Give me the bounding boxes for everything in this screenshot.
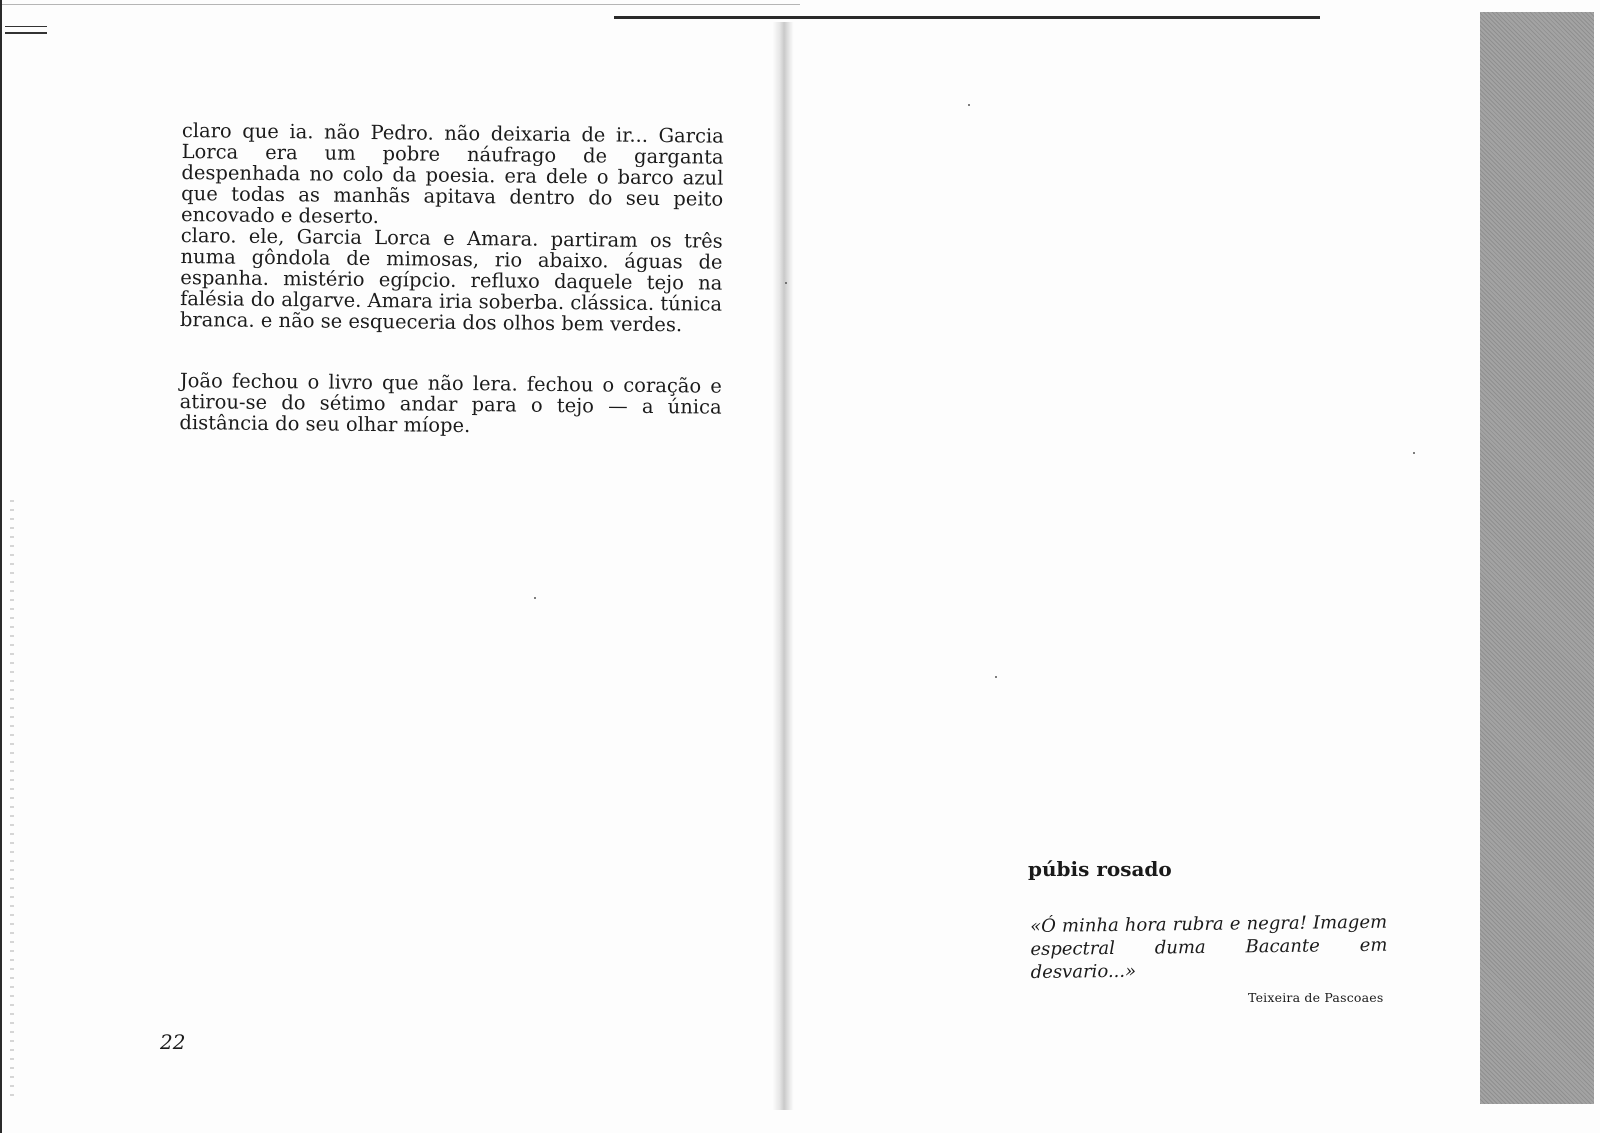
top-scan-edge-rule [0, 4, 800, 5]
left-page-body [180, 120, 724, 336]
top-scan-edge-rule-bold [614, 16, 1320, 19]
scan-speck [1413, 452, 1415, 454]
corner-scan-mark [5, 26, 47, 34]
left-page-closing [179, 370, 722, 439]
chapter-title: púbis rosado [1028, 857, 1172, 881]
scan-speck [785, 282, 787, 284]
left-scan-noise [10, 500, 14, 1100]
paragraph-garcia-lorca: claro que ia. não Pedro. não deixaria de ir... Garcia Lorca era um pobre náufrago de garganta despenhada no colo da poesia. era dele o barco azul que todas as manhãs apitava dentro do seu peito encovado e deserto. [180, 119, 724, 229]
page-number: 22 [160, 1030, 186, 1054]
book-gutter [772, 22, 794, 1110]
scan-speck [534, 597, 536, 599]
scan-speck [995, 676, 997, 678]
paragraph-joao: João fechou o livro que não lera. fechou o coração e atirou-se do sétimo andar para o tejo — a única distância do seu olhar míope. [179, 369, 722, 438]
left-scan-edge [0, 0, 2, 1133]
scan-speck [968, 104, 970, 106]
right-scan-edge [1480, 12, 1594, 1104]
epigraph-author: Teixeira de Pascoaes [1248, 990, 1384, 1005]
epigraph: «Ó minha hora rubra e negra! Imagem espectral duma Bacante em desvario...» [1030, 911, 1388, 983]
paragraph-amara: claro. ele, Garcia Lorca e Amara. partiram os três numa gôndola de mimosas, rio abaixo. águas de espanha. mistério egípcio. refluxo daquele tejo na falésia do algarve. Amara iria soberba. clássica. túnica branca. e não se esqueceria dos olhos bem verdes. [179, 223, 723, 337]
